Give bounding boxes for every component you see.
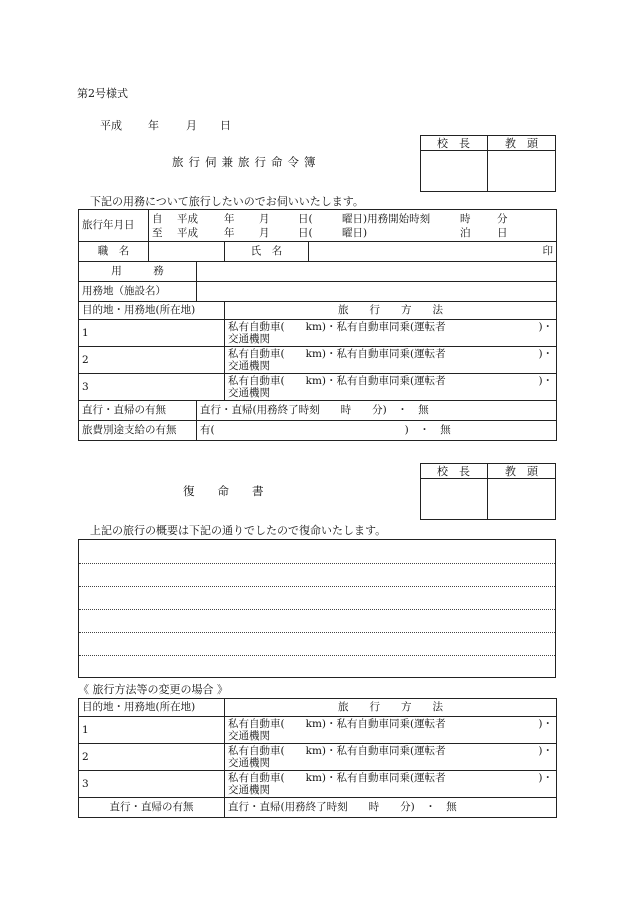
route-method[interactable]: 私有自動車( km)・私有自動車同乗(運転者 )・ 交通機関 <box>225 717 557 744</box>
intro-text-1: 下記の用務について旅行したいのでお伺いいたします。 <box>90 195 364 208</box>
direct-row <box>79 401 557 421</box>
business-row <box>79 262 557 282</box>
route-row <box>79 320 557 347</box>
route-method[interactable]: 私有自動車( km)・私有自動車同乗(運転者 )・ 交通機関 <box>225 320 557 347</box>
direct-label: 直行・直帰の有無 <box>79 798 225 818</box>
expense-value[interactable]: 有( ) ・ 無 <box>197 421 557 441</box>
business-field[interactable] <box>197 262 557 282</box>
business-place-field[interactable] <box>197 282 557 302</box>
expense-label: 旅費別途支給の有無 <box>79 421 197 441</box>
destination-header: 目的地・用務地(所在地) <box>79 302 225 320</box>
travel-request-table <box>78 209 557 441</box>
direct-row <box>79 798 557 818</box>
route-row <box>79 771 557 798</box>
direct-label: 直行・直帰の有無 <box>79 401 197 421</box>
seal-label: 印 <box>542 245 554 258</box>
name-field[interactable] <box>309 242 557 262</box>
principal-label: 校 長 <box>437 137 470 150</box>
destination-header: 目的地・用務地(所在地) <box>79 699 225 717</box>
route-row <box>79 744 557 771</box>
method-header: 旅 行 方 法 <box>225 302 557 320</box>
position-field[interactable] <box>149 242 225 262</box>
direct-value[interactable]: 直行・直帰(用務終了時刻 時 分) ・ 無 <box>197 401 557 421</box>
date-month: 月 <box>186 119 197 132</box>
route-method[interactable]: 私有自動車( km)・私有自動車同乗(運転者 )・ 交通機関 <box>225 744 557 771</box>
form-number: 第2号様式 <box>77 87 128 100</box>
date-era: 平成 <box>100 119 122 132</box>
title-travel-order: 旅行伺兼旅行命令簿 <box>172 155 321 169</box>
business-label: 用 務 <box>79 262 197 282</box>
route-row <box>79 717 557 744</box>
title-report: 復 命 書 <box>183 484 264 498</box>
route-number: 1 <box>79 320 225 347</box>
route-method[interactable]: 私有自動車( km)・私有自動車同乗(運転者 )・ 交通機関 <box>225 347 557 374</box>
principal-label: 校 長 <box>437 465 470 478</box>
expense-row <box>79 421 557 441</box>
intro-text-2: 上記の旅行の概要は下記の通りでしたので復命いたします。 <box>90 524 387 537</box>
travel-dates-row: 旅行年月日 自 平成 年 月 日( 曜日)用務開始時刻 時 分 至 平成 年 月 日( 曜日) 泊 日 <box>79 210 557 242</box>
route-number: 2 <box>79 347 225 374</box>
vice-principal-label: 教 頭 <box>505 465 538 478</box>
route-row <box>79 374 557 401</box>
direct-value[interactable]: 直行・直帰(用務終了時刻 時 分) ・ 無 <box>225 798 557 818</box>
date-day: 日 <box>220 119 231 132</box>
change-heading: 《 旅行方法等の変更の場合 》 <box>78 683 228 696</box>
route-header-row <box>79 699 557 717</box>
date-year: 年 <box>148 119 159 132</box>
change-table <box>78 698 557 818</box>
route-header-row <box>79 302 557 320</box>
route-method[interactable]: 私有自動車( km)・私有自動車同乗(運転者 )・ 交通機関 <box>225 374 557 401</box>
route-number: 1 <box>79 717 225 744</box>
business-place-label: 用務地（施設名） <box>79 282 197 302</box>
travel-dates-label: 旅行年月日 <box>79 210 149 242</box>
route-number: 2 <box>79 744 225 771</box>
route-row <box>79 347 557 374</box>
route-method[interactable]: 私有自動車( km)・私有自動車同乗(運転者 )・ 交通機関 <box>225 771 557 798</box>
position-name-row <box>79 242 557 262</box>
business-place-row <box>79 282 557 302</box>
position-label: 職 名 <box>79 242 149 262</box>
name-label: 氏 名 <box>225 242 309 262</box>
route-number: 3 <box>79 374 225 401</box>
route-number: 3 <box>79 771 225 798</box>
method-header: 旅 行 方 法 <box>225 699 557 717</box>
vice-principal-label: 教 頭 <box>505 137 538 150</box>
